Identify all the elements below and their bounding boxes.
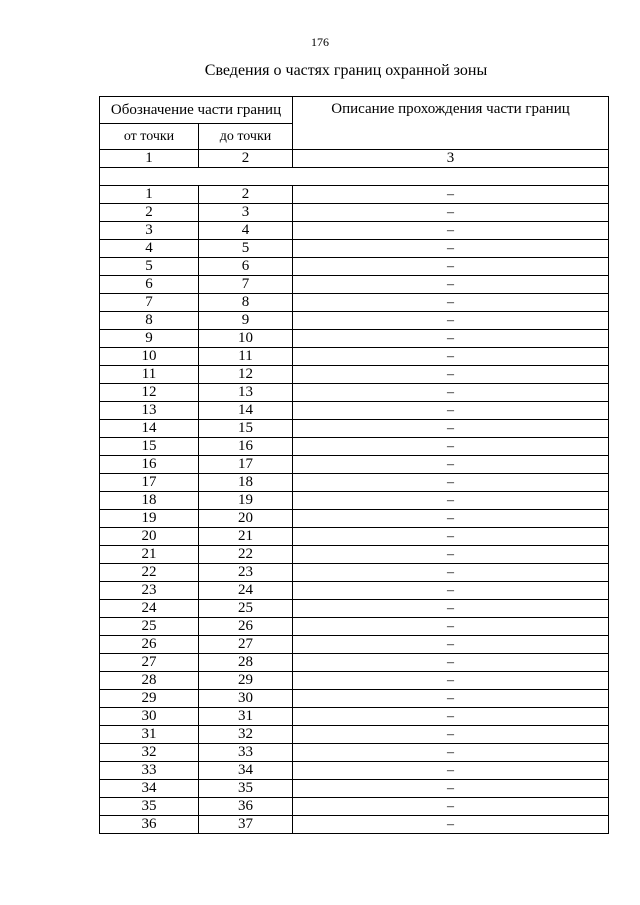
table-row <box>100 438 609 456</box>
from-point-cell: 26 <box>100 636 199 654</box>
header-boundary-designation: Обозначение части границ <box>100 97 293 124</box>
table-header <box>100 97 609 150</box>
to-point-cell: 27 <box>199 636 293 654</box>
table-row <box>100 186 609 204</box>
to-point-cell: 34 <box>199 762 293 780</box>
description-cell: – <box>293 402 609 420</box>
from-point-cell: 32 <box>100 744 199 762</box>
from-point-cell: 30 <box>100 708 199 726</box>
to-point-cell: 6 <box>199 258 293 276</box>
table-row <box>100 762 609 780</box>
table-row <box>100 294 609 312</box>
description-cell: – <box>293 744 609 762</box>
to-point-cell: 11 <box>199 348 293 366</box>
description-cell: – <box>293 330 609 348</box>
description-cell: – <box>293 726 609 744</box>
table-row <box>100 330 609 348</box>
to-point-cell: 26 <box>199 618 293 636</box>
from-point-cell: 3 <box>100 222 199 240</box>
from-point-cell: 18 <box>100 492 199 510</box>
boundary-parts-table <box>99 96 609 834</box>
table-row <box>100 582 609 600</box>
from-point-cell: 29 <box>100 690 199 708</box>
table-row <box>100 528 609 546</box>
table-row <box>100 204 609 222</box>
to-point-cell: 31 <box>199 708 293 726</box>
from-point-cell: 2 <box>100 204 199 222</box>
description-cell: – <box>293 420 609 438</box>
description-cell: – <box>293 600 609 618</box>
table-row <box>100 690 609 708</box>
description-cell: – <box>293 492 609 510</box>
to-point-cell: 37 <box>199 816 293 834</box>
from-point-cell: 20 <box>100 528 199 546</box>
to-point-cell: 15 <box>199 420 293 438</box>
to-point-cell: 14 <box>199 402 293 420</box>
table-row <box>100 276 609 294</box>
description-cell: – <box>293 816 609 834</box>
from-point-cell: 34 <box>100 780 199 798</box>
from-point-cell: 9 <box>100 330 199 348</box>
description-cell: – <box>293 312 609 330</box>
to-point-cell: 18 <box>199 474 293 492</box>
description-cell: – <box>293 240 609 258</box>
table-row <box>100 456 609 474</box>
header-from-point: от точки <box>100 124 199 150</box>
table-row <box>100 258 609 276</box>
to-point-cell: 36 <box>199 798 293 816</box>
table-row <box>100 420 609 438</box>
from-point-cell: 33 <box>100 762 199 780</box>
from-point-cell: 35 <box>100 798 199 816</box>
from-point-cell: 17 <box>100 474 199 492</box>
table-row <box>100 654 609 672</box>
table-row <box>100 510 609 528</box>
description-cell: – <box>293 456 609 474</box>
from-point-cell: 22 <box>100 564 199 582</box>
description-cell: – <box>293 474 609 492</box>
to-point-cell: 10 <box>199 330 293 348</box>
table-row <box>100 636 609 654</box>
to-point-cell: 13 <box>199 384 293 402</box>
from-point-cell: 8 <box>100 312 199 330</box>
to-point-cell: 17 <box>199 456 293 474</box>
section-separator-row <box>100 168 609 186</box>
to-point-cell: 7 <box>199 276 293 294</box>
table-row <box>100 402 609 420</box>
description-cell: – <box>293 780 609 798</box>
from-point-cell: 28 <box>100 672 199 690</box>
section-separator-cell <box>100 168 609 186</box>
table-row <box>100 798 609 816</box>
description-cell: – <box>293 636 609 654</box>
to-point-cell: 23 <box>199 564 293 582</box>
from-point-cell: 4 <box>100 240 199 258</box>
from-point-cell: 16 <box>100 456 199 474</box>
header-to-point: до точки <box>199 124 293 150</box>
to-point-cell: 5 <box>199 240 293 258</box>
to-point-cell: 33 <box>199 744 293 762</box>
table-row <box>100 546 609 564</box>
table-row <box>100 726 609 744</box>
to-point-cell: 28 <box>199 654 293 672</box>
description-cell: – <box>293 654 609 672</box>
from-point-cell: 36 <box>100 816 199 834</box>
table-row <box>100 312 609 330</box>
to-point-cell: 8 <box>199 294 293 312</box>
description-cell: – <box>293 384 609 402</box>
from-point-cell: 24 <box>100 600 199 618</box>
from-point-cell: 12 <box>100 384 199 402</box>
column-number-row <box>100 150 609 168</box>
table-row <box>100 744 609 762</box>
table-row <box>100 474 609 492</box>
description-cell: – <box>293 186 609 204</box>
from-point-cell: 6 <box>100 276 199 294</box>
description-cell: – <box>293 366 609 384</box>
to-point-cell: 24 <box>199 582 293 600</box>
from-point-cell: 23 <box>100 582 199 600</box>
description-cell: – <box>293 294 609 312</box>
to-point-cell: 19 <box>199 492 293 510</box>
to-point-cell: 16 <box>199 438 293 456</box>
boundary-parts-table-container <box>99 96 608 834</box>
from-point-cell: 15 <box>100 438 199 456</box>
table-row <box>100 816 609 834</box>
from-point-cell: 21 <box>100 546 199 564</box>
page-number: 176 <box>311 35 329 49</box>
table-row <box>100 564 609 582</box>
description-cell: – <box>293 708 609 726</box>
column-number-2: 2 <box>199 150 293 168</box>
to-point-cell: 9 <box>199 312 293 330</box>
header-row-group <box>100 97 609 124</box>
description-cell: – <box>293 348 609 366</box>
description-cell: – <box>293 438 609 456</box>
to-point-cell: 20 <box>199 510 293 528</box>
table-row <box>100 384 609 402</box>
from-point-cell: 27 <box>100 654 199 672</box>
to-point-cell: 25 <box>199 600 293 618</box>
to-point-cell: 12 <box>199 366 293 384</box>
from-point-cell: 11 <box>100 366 199 384</box>
table-row <box>100 780 609 798</box>
description-cell: – <box>293 564 609 582</box>
document-title: Сведения о частях границ охранной зоны <box>204 62 488 79</box>
from-point-cell: 1 <box>100 186 199 204</box>
from-point-cell: 25 <box>100 618 199 636</box>
description-cell: – <box>293 618 609 636</box>
description-cell: – <box>293 528 609 546</box>
from-point-cell: 7 <box>100 294 199 312</box>
table-body <box>100 150 609 834</box>
table-row <box>100 240 609 258</box>
table-row <box>100 600 609 618</box>
to-point-cell: 35 <box>199 780 293 798</box>
to-point-cell: 2 <box>199 186 293 204</box>
table-row <box>100 618 609 636</box>
description-cell: – <box>293 276 609 294</box>
description-cell: – <box>293 204 609 222</box>
table-row <box>100 366 609 384</box>
description-cell: – <box>293 690 609 708</box>
to-point-cell: 3 <box>199 204 293 222</box>
to-point-cell: 29 <box>199 672 293 690</box>
description-cell: – <box>293 672 609 690</box>
column-number-3: 3 <box>293 150 609 168</box>
description-cell: – <box>293 546 609 564</box>
description-cell: – <box>293 798 609 816</box>
to-point-cell: 30 <box>199 690 293 708</box>
description-cell: – <box>293 222 609 240</box>
header-boundary-description: Описание прохождения части границ <box>293 97 609 150</box>
from-point-cell: 31 <box>100 726 199 744</box>
to-point-cell: 32 <box>199 726 293 744</box>
table-row <box>100 672 609 690</box>
table-row <box>100 708 609 726</box>
table-row <box>100 222 609 240</box>
description-cell: – <box>293 510 609 528</box>
from-point-cell: 10 <box>100 348 199 366</box>
to-point-cell: 22 <box>199 546 293 564</box>
from-point-cell: 14 <box>100 420 199 438</box>
to-point-cell: 21 <box>199 528 293 546</box>
from-point-cell: 5 <box>100 258 199 276</box>
from-point-cell: 13 <box>100 402 199 420</box>
table-row <box>100 492 609 510</box>
from-point-cell: 19 <box>100 510 199 528</box>
description-cell: – <box>293 258 609 276</box>
description-cell: – <box>293 582 609 600</box>
to-point-cell: 4 <box>199 222 293 240</box>
column-number-1: 1 <box>100 150 199 168</box>
table-row <box>100 348 609 366</box>
description-cell: – <box>293 762 609 780</box>
